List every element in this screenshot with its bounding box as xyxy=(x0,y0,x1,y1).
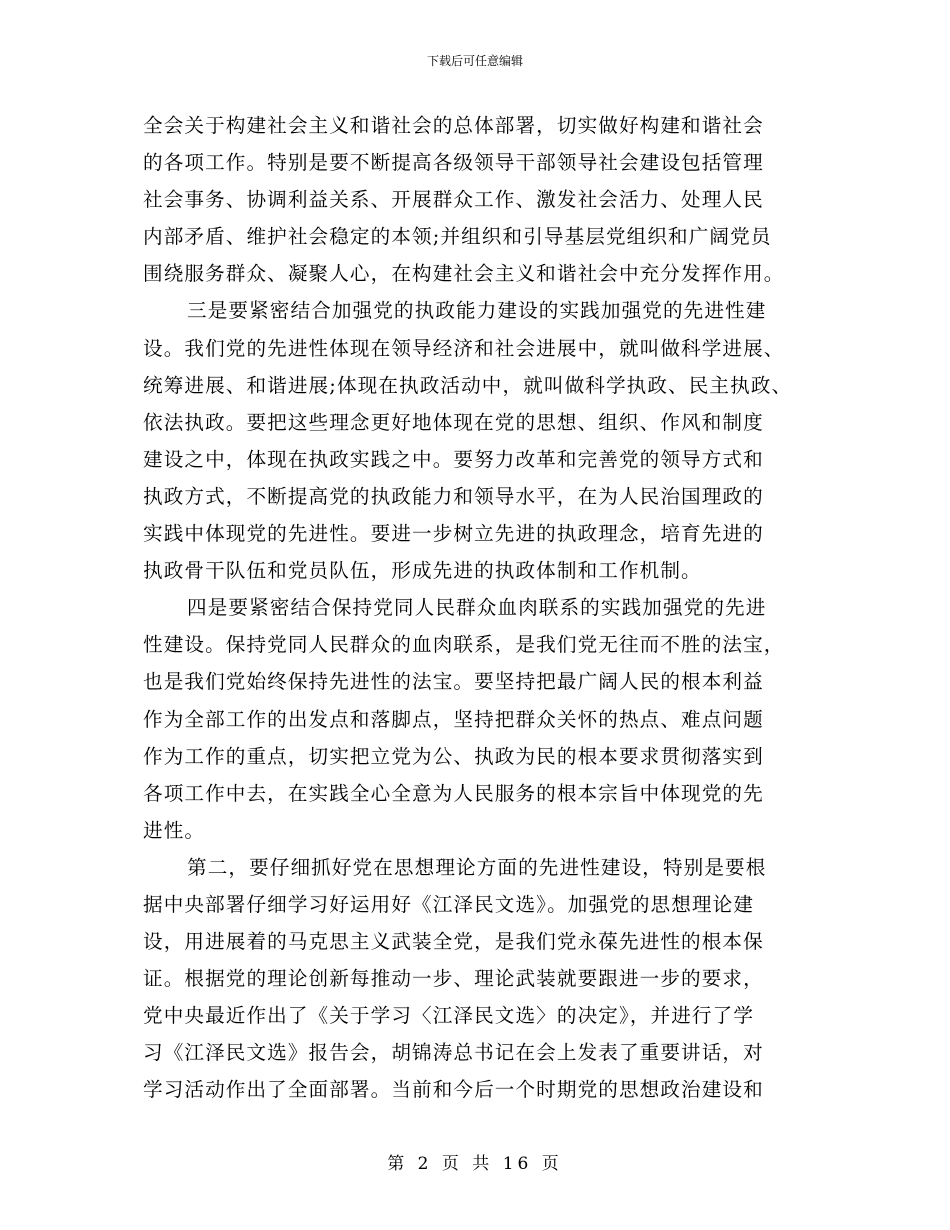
text-line: 社会事务、协调利益关系、开展群众工作、激发社会活力、处理人民 xyxy=(143,188,764,212)
text-line: 内部矛盾、维护社会稳定的本领;并组织和引导基层党组织和广阔党员 xyxy=(143,225,772,249)
document-body xyxy=(143,107,823,1109)
text-line: 各项工作中去，在实践全心全意为人民服务的根本宗旨中体现党的先 xyxy=(143,781,764,805)
text-line: 全会关于构建社会主义和谐社会的总体部署，切实做好构建和谐社会 xyxy=(143,114,764,137)
text-line: 建设之中，体现在执政实践之中。要努力改革和完善党的领导方式和 xyxy=(143,447,764,471)
text-line: 性建设。保持党同人民群众的血肉联系，是我们党无往而不胜的法宝， xyxy=(143,633,785,657)
text-line: 统筹进展、和谐进展;体现在执政活动中，就叫做科学执政、民主执政、 xyxy=(143,373,793,397)
paragraph-first-line: 四是要紧密结合保持党同人民群众血肉联系的实践加强党的先进 xyxy=(187,596,767,620)
text-line: 证。根据党的理论创新每推动一步、理论武装就要跟进一步的要求， xyxy=(143,967,764,991)
page-header: 下载后可任意编辑 xyxy=(426,54,523,68)
text-line: 的各项工作。特别是要不断提高各级领导干部领导社会建设包括管理 xyxy=(143,151,764,175)
text-line: 党中央最近作出了《关于学习〈江泽民文选〉的决定》，并进行了学 xyxy=(143,1004,755,1028)
text-line: 学习活动作出了全面部署。当前和今后一个时期党的思想政治建设和 xyxy=(143,1078,764,1102)
text-line: 也是我们党始终保持先进性的法宝。要坚持把最广阔人民的根本利益 xyxy=(143,670,764,694)
text-line: 设，用进展着的马克思主义武装全党，是我们党永葆先进性的根本保 xyxy=(143,930,764,954)
text-line: 依法执政。要把这些理念更好地体现在党的思想、组织、作风和制度 xyxy=(143,410,764,434)
text-line: 执政骨干队伍和党员队伍，形成先进的执政体制和工作机制。 xyxy=(143,559,702,583)
text-line: 实践中体现党的先进性。要进一步树立先进的执政理念，培育先进的 xyxy=(143,522,764,546)
text-line: 习《江泽民文选》报告会，胡锦涛总书记在会上发表了重要讲话，对 xyxy=(143,1041,764,1065)
text-line: 据中央部署仔细学习好运用好《江泽民文选》。加强党的思想理论建 xyxy=(143,892,755,916)
text-line: 作为全部工作的出发点和落脚点，坚持把群众关怀的热点、难点问题 xyxy=(143,707,764,731)
text-line: 进性。 xyxy=(143,818,206,842)
text-line: 执政方式，不断提高党的执政能力和领导水平，在为人民治国理政的 xyxy=(143,484,764,508)
paragraph-first-line: 第二，要仔细抓好党在思想理论方面的先进性建设，特别是要根 xyxy=(187,855,767,879)
text-line: 围绕服务群众、凝聚人心，在构建社会主义和谐社会中充分发挥作用。 xyxy=(143,262,785,286)
page-number-footer: 第 2 页 共 16 页 xyxy=(387,1154,563,1174)
paragraph-first-line: 三是要紧密结合加强党的执政能力建设的实践加强党的先进性建 xyxy=(187,299,767,323)
text-line: 作为工作的重点，切实把立党为公、执政为民的根本要求贯彻落实到 xyxy=(143,744,764,768)
text-line: 设。我们党的先进性体现在领导经济和社会进展中，就叫做科学进展、 xyxy=(143,336,785,360)
